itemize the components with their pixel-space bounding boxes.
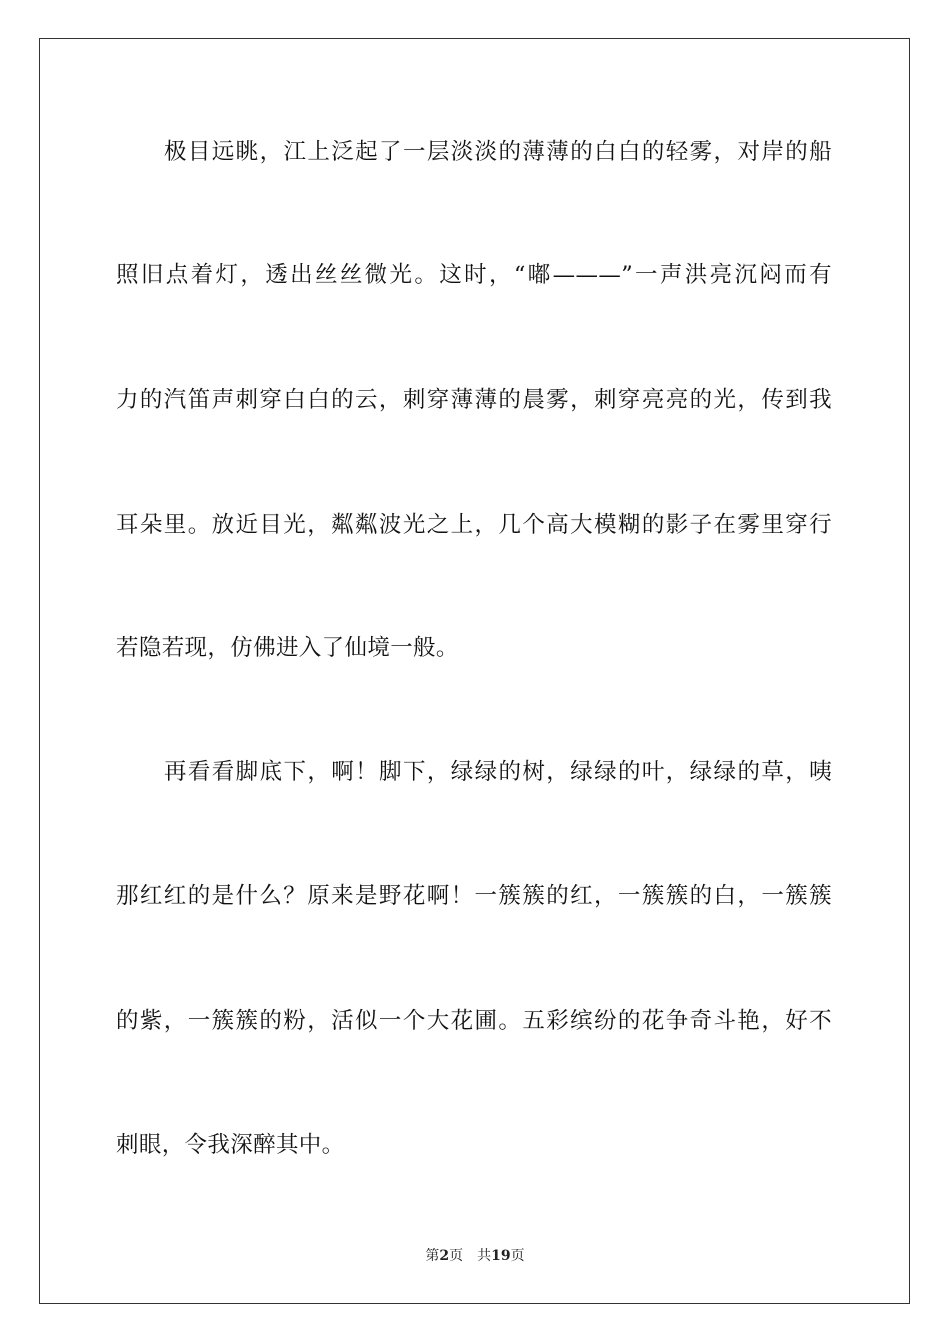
text-line: 若隐若现，仿佛进入了仙境一般。: [116, 635, 459, 661]
page-number-prefix: 第: [425, 1248, 440, 1264]
total-pages-suffix: 页: [510, 1248, 525, 1264]
total-pages: 19: [491, 1248, 511, 1264]
text-line: 耳朵里。放近目光，粼粼波光之上，几个高大模糊的影子在雾里穿行: [116, 512, 832, 538]
text-line: 极目远眺，江上泛起了一层淡淡的薄薄的白白的轻雾，对岸的船: [164, 139, 832, 165]
text-line: 照旧点着灯，透出丝丝微光。这时，“嘟———”一声洪亮沉闷而有: [116, 262, 832, 288]
text-line: 再看看脚底下，啊！脚下，绿绿的树，绿绿的叶，绿绿的草，咦: [164, 759, 832, 785]
page-border: [39, 38, 910, 1304]
text-line: 的紫，一簇簇的粉，活似一个大花圃。五彩缤纷的花争奇斗艳，好不: [116, 1008, 832, 1034]
page-footer: [0, 1247, 950, 1265]
text-line: 那红红的是什么？原来是野花啊！一簇簇的红，一簇簇的白，一簇簇: [116, 883, 832, 909]
page-number-suffix: 页: [449, 1248, 464, 1264]
text-line: 刺眼，令我深醉其中。: [116, 1132, 345, 1158]
total-pages-prefix: 共: [477, 1248, 492, 1264]
text-line: 力的汽笛声刺穿白白的云，刺穿薄薄的晨雾，刺穿亮亮的光，传到我: [116, 387, 832, 413]
page-number: 2: [439, 1248, 450, 1264]
